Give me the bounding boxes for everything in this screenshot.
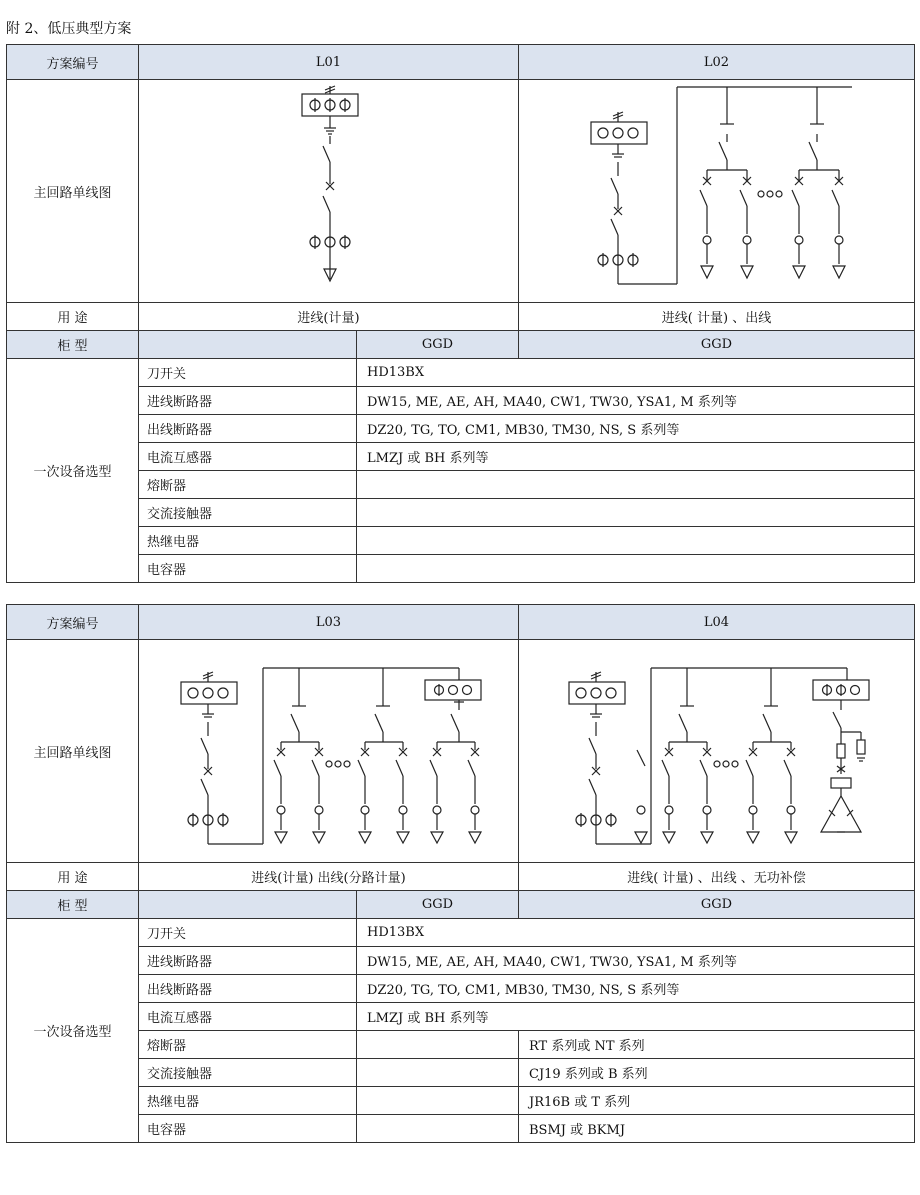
equipment-name: 刀开关	[139, 359, 357, 387]
cabinet-label: 柜 型	[7, 891, 139, 919]
equipment-name: 进线断路器	[139, 947, 357, 975]
equipment-name: 热继电器	[139, 1087, 357, 1115]
scheme-id-b: L02	[519, 45, 915, 80]
equipment-label: 一次设备选型	[7, 919, 139, 1143]
equipment-value: LMZJ 或 BH 系列等	[357, 443, 915, 471]
equipment-name: 交流接触器	[139, 499, 357, 527]
cabinet-b: GGD	[519, 331, 915, 359]
equipment-value: DZ20, TG, TO, CM1, MB30, TM30, NS, S 系列等	[357, 975, 915, 1003]
equipment-value: BSMJ 或 BKMJ	[519, 1115, 915, 1143]
equipment-name: 熔断器	[139, 471, 357, 499]
equipment-value: JR16B 或 T 系列	[519, 1087, 915, 1115]
equipment-name: 电容器	[139, 555, 357, 583]
diagram-l04	[519, 640, 915, 863]
equipment-name: 电流互感器	[139, 443, 357, 471]
equipment-value: CJ19 系列或 B 系列	[519, 1059, 915, 1087]
equipment-name: 出线断路器	[139, 975, 357, 1003]
single-line-diagram-l02	[567, 84, 867, 299]
single-line-diagram-l01	[269, 84, 389, 299]
usage-a: 进线(计量) 出线(分路计量)	[139, 863, 519, 891]
diagram-l03	[139, 640, 519, 863]
scheme-id-b: L04	[519, 605, 915, 640]
equipment-blank	[357, 1059, 519, 1087]
equipment-blank	[357, 1031, 519, 1059]
scheme-number-label: 方案编号	[7, 45, 139, 80]
equipment-value	[357, 499, 915, 527]
equipment-name: 交流接触器	[139, 1059, 357, 1087]
equipment-value: DW15, ME, AE, AH, MA40, CW1, TW30, YSA1, M 系列等	[357, 387, 915, 415]
equipment-value	[357, 527, 915, 555]
scheme-id-a: L01	[139, 45, 519, 80]
diagram-l02	[519, 80, 915, 303]
equipment-value: LMZJ 或 BH 系列等	[357, 1003, 915, 1031]
equipment-blank	[357, 1087, 519, 1115]
usage-b: 进线( 计量) 、出线	[519, 303, 915, 331]
diagram-label: 主回路单线图	[7, 640, 139, 863]
equipment-value	[357, 471, 915, 499]
equipment-blank	[357, 1115, 519, 1143]
single-line-diagram-l03	[169, 644, 489, 859]
usage-label: 用 途	[7, 303, 139, 331]
cabinet-b: GGD	[519, 891, 915, 919]
usage-a: 进线(计量)	[139, 303, 519, 331]
equipment-name: 出线断路器	[139, 415, 357, 443]
equipment-value: DZ20, TG, TO, CM1, MB30, TM30, NS, S 系列等	[357, 415, 915, 443]
scheme-id-a: L03	[139, 605, 519, 640]
cabinet-blank	[139, 891, 357, 919]
scheme-number-label: 方案编号	[7, 605, 139, 640]
scheme-table-2	[6, 604, 915, 1143]
single-line-diagram-l04	[557, 644, 877, 859]
page-caption: 附 2、低压典型方案	[6, 21, 132, 37]
cabinet-blank	[139, 331, 357, 359]
equipment-name: 电流互感器	[139, 1003, 357, 1031]
scheme-table-1	[6, 44, 915, 583]
diagram-l01	[139, 80, 519, 303]
equipment-value	[357, 555, 915, 583]
diagram-label: 主回路单线图	[7, 80, 139, 303]
equipment-value: RT 系列或 NT 系列	[519, 1031, 915, 1059]
cabinet-a: GGD	[357, 331, 519, 359]
equipment-name: 电容器	[139, 1115, 357, 1143]
equipment-name: 熔断器	[139, 1031, 357, 1059]
equipment-name: 刀开关	[139, 919, 357, 947]
cabinet-label: 柜 型	[7, 331, 139, 359]
usage-label: 用 途	[7, 863, 139, 891]
usage-b: 进线( 计量) 、出线 、无功补偿	[519, 863, 915, 891]
equipment-label: 一次设备选型	[7, 359, 139, 583]
cabinet-a: GGD	[357, 891, 519, 919]
equipment-value: HD13BX	[357, 359, 915, 387]
equipment-value: DW15, ME, AE, AH, MA40, CW1, TW30, YSA1, M 系列等	[357, 947, 915, 975]
equipment-value: HD13BX	[357, 919, 915, 947]
equipment-name: 热继电器	[139, 527, 357, 555]
equipment-name: 进线断路器	[139, 387, 357, 415]
